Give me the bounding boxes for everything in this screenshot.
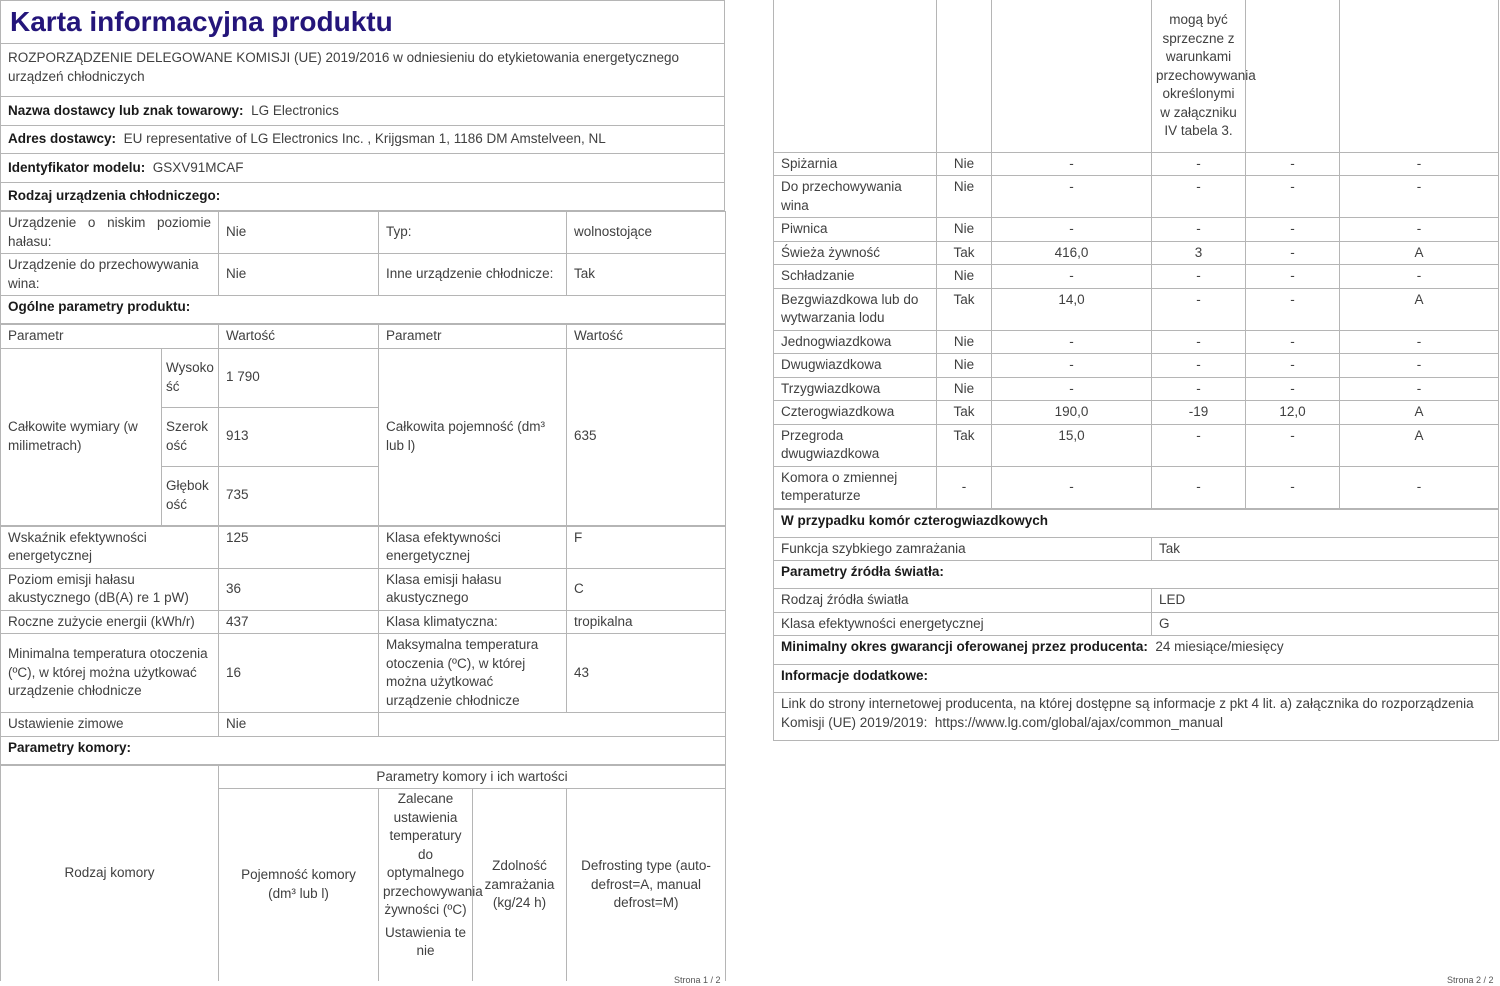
param-label: Klasa klimatyczna: — [379, 610, 567, 634]
chamber-defrost: A — [1340, 424, 1499, 466]
type-value: Tak — [567, 254, 726, 296]
chamber-freeze: - — [1246, 377, 1340, 401]
param-label: Poziom emisji hałasu akustycznego (dB(A) re 1 pW) — [1, 568, 219, 610]
chamber-defrost: - — [1340, 354, 1499, 378]
chamber-defrost: A — [1340, 288, 1499, 330]
warranty-row — [774, 636, 1499, 665]
type-row — [1, 212, 726, 254]
chamber-name: Dwugwiazdkowa — [774, 354, 937, 378]
chamber-row — [774, 424, 1499, 466]
col-param: Parametr — [1, 325, 219, 349]
depth-value: 735 — [219, 466, 379, 525]
model-label: Identyfikator modelu: — [8, 159, 146, 175]
param-value: tropikalna — [567, 610, 726, 634]
type-label: Typ: — [379, 212, 567, 254]
supplier-label: Nazwa dostawcy lub znak towarowy: — [8, 102, 244, 118]
chamber-present: Tak — [937, 241, 992, 265]
param-empty — [379, 713, 726, 737]
height-label: Wysokość — [162, 348, 219, 407]
chamber-continuation — [1246, 0, 1340, 152]
regulation-text: ROZPORZĄDZENIE DELEGOWANE KOMISJI (UE) 2019/2016 w odniesieniu do etykietowania energetycznego urządzeń chłodniczych — [1, 44, 725, 97]
col-value: Wartość — [219, 325, 379, 349]
width-label: Szerokość — [162, 407, 219, 466]
param-row — [1, 634, 726, 713]
chamber-name: Schładzanie — [774, 265, 937, 289]
chamber-present: Nie — [937, 330, 992, 354]
temp-note-continuation: mogą być sprzeczne z warunkami przechowywania określonymi w załączniku IV tabela 3. — [1152, 0, 1246, 152]
chamber-temp: -19 — [1152, 401, 1246, 425]
param-label: Minimalna temperatura otoczenia (ºC), w której można użytkować urządzenie chłodnicze — [1, 634, 219, 713]
page-2 — [773, 0, 1500, 985]
height-value: 1 790 — [219, 348, 379, 407]
chamber-present: Nie — [937, 152, 992, 176]
header-table — [0, 0, 725, 211]
chamber-section-heading: Parametry komory: — [1, 736, 726, 764]
page-number: Strona 1 / 2 — [674, 975, 721, 985]
light-type-value: LED — [1152, 589, 1499, 613]
param-label: Wskaźnik efektywności energetycznej — [1, 526, 219, 568]
dimensions-label: Całkowite wymiary (w milimetrach) — [1, 348, 162, 525]
chamber-row — [774, 377, 1499, 401]
general-header-row — [1, 325, 726, 349]
col-param: Parametr — [379, 325, 567, 349]
type-label: Urządzenie do przechowywania wina: — [1, 254, 219, 296]
param-row — [1, 526, 726, 568]
document-title: Karta informacyjna produktu — [1, 1, 725, 44]
supplier-row — [1, 97, 725, 126]
chamber-defrost: - — [1340, 265, 1499, 289]
page-number: Strona 2 / 2 — [1447, 975, 1494, 985]
manufacturer-link[interactable]: https://www.lg.com/global/ajax/common_manual — [934, 714, 1223, 730]
type-row — [1, 254, 726, 296]
chamber-name: Świeża żywność — [774, 241, 937, 265]
chamber-freeze: - — [1246, 466, 1340, 508]
chamber-name: Trzygwiazdkowa — [774, 377, 937, 401]
chamber-name: Komora o zmiennej temperaturze — [774, 466, 937, 508]
light-class-value: G — [1152, 612, 1499, 636]
chamber-row — [774, 152, 1499, 176]
chamber-defrost: - — [1340, 218, 1499, 242]
param-row — [1, 713, 726, 737]
chamber-temp: - — [1152, 424, 1246, 466]
chamber-name: Przegroda dwugwiazdkowa — [774, 424, 937, 466]
address-label: Adres dostawcy: — [8, 131, 117, 147]
param-label: Klasa emisji hałasu akustycznego — [379, 568, 567, 610]
type-value: wolnostojące — [567, 212, 726, 254]
chamber-name: Jednogwiazdkowa — [774, 330, 937, 354]
type-section-heading: Rodzaj urządzenia chłodniczego: — [1, 183, 725, 211]
chamber-present: Tak — [937, 424, 992, 466]
chamber-name: Spiżarnia — [774, 152, 937, 176]
chamber-defrost: - — [1340, 152, 1499, 176]
chamber-temp: - — [1152, 152, 1246, 176]
param-label: Roczne zużycie energii (kWh/r) — [1, 610, 219, 634]
param-value: 43 — [567, 634, 726, 713]
param-value: 36 — [219, 568, 379, 610]
params-table — [0, 526, 726, 765]
chamber-temp: - — [1152, 218, 1246, 242]
chamber-volume: - — [992, 377, 1152, 401]
width-value: 913 — [219, 407, 379, 466]
chamber-defrost: - — [1340, 330, 1499, 354]
chamber-temp: - — [1152, 466, 1246, 508]
param-value: 437 — [219, 610, 379, 634]
param-value: Nie — [219, 713, 379, 737]
param-label: Klasa efektywności energetycznej — [379, 526, 567, 568]
chamber-table — [773, 0, 1499, 509]
light-type-label: Rodzaj źródła światła — [774, 589, 1152, 613]
type-value: Nie — [219, 212, 379, 254]
model-row — [1, 154, 725, 183]
chamber-row — [774, 218, 1499, 242]
type-label: Inne urządzenie chłodnicze: — [379, 254, 567, 296]
chamber-present: - — [937, 466, 992, 508]
model-value: GSXV91MCAF — [152, 159, 244, 175]
warranty-label: Minimalny okres gwarancji oferowanej przez producenta: — [781, 639, 1148, 654]
chamber-defrost: - — [1340, 377, 1499, 401]
chamber-present: Tak — [937, 401, 992, 425]
light-class-label: Klasa efektywności energetycznej — [774, 612, 1152, 636]
additional-info — [774, 693, 1499, 741]
chamber-volume: - — [992, 152, 1152, 176]
chamber-defrost: A — [1340, 401, 1499, 425]
chamber-row — [774, 466, 1499, 508]
chamber-row — [774, 176, 1499, 218]
type-value: Nie — [219, 254, 379, 296]
chamber-continuation — [774, 0, 937, 152]
chamber-type-header: Rodzaj komory — [1, 765, 219, 981]
depth-label: Głębokość — [162, 466, 219, 525]
chamber-freeze: - — [1246, 241, 1340, 265]
param-label: Maksymalna temperatura otoczenia (ºC), w której można użytkować urządzenie chłodnicze — [379, 634, 567, 713]
chamber-defrost-header: Defrosting type (auto-defrost=A, manual defrost=M) — [567, 789, 726, 981]
supplier-value: LG Electronics — [251, 102, 339, 118]
chamber-freeze: - — [1246, 218, 1340, 242]
chamber-continuation — [1340, 0, 1499, 152]
chamber-present: Tak — [937, 288, 992, 330]
chamber-freeze: - — [1246, 424, 1340, 466]
chamber-present: Nie — [937, 218, 992, 242]
additional-section-heading: Informacje dodatkowe: — [774, 665, 1499, 693]
param-label: Ustawienie zimowe — [1, 713, 219, 737]
chamber-freeze: - — [1246, 152, 1340, 176]
light-section-heading: Parametry źródła światła: — [774, 561, 1499, 589]
chamber-temp: - — [1152, 176, 1246, 218]
param-value: C — [567, 568, 726, 610]
chamber-row — [774, 241, 1499, 265]
chamber-temp: - — [1152, 354, 1246, 378]
capacity-label: Całkowita pojemność (dm³ lub l) — [379, 348, 567, 525]
chamber-freeze: - — [1246, 354, 1340, 378]
chamber-row — [774, 265, 1499, 289]
chamber-volume: 190,0 — [992, 401, 1152, 425]
chamber-volume: 416,0 — [992, 241, 1152, 265]
chamber-temp-header — [379, 789, 483, 981]
chamber-freeze: - — [1246, 176, 1340, 218]
chamber-defrost: A — [1340, 241, 1499, 265]
chamber-params-header: Parametry komory i ich wartości — [219, 765, 726, 789]
type-table — [0, 211, 726, 324]
chamber-present: Nie — [937, 265, 992, 289]
chamber-name: Piwnica — [774, 218, 937, 242]
type-label: Urządzenie o niskim poziomie hałasu: — [1, 212, 219, 254]
chamber-name: Bezgwiazdkowa lub do wytwarzania lodu — [774, 288, 937, 330]
chamber-volume: - — [992, 354, 1152, 378]
chamber-present: Nie — [937, 377, 992, 401]
chamber-volume: - — [992, 466, 1152, 508]
fast-freeze-label: Funkcja szybkiego zamrażania — [774, 537, 1152, 561]
chamber-temp: - — [1152, 330, 1246, 354]
chamber-name: Do przechowywania wina — [774, 176, 937, 218]
chamber-volume: - — [992, 176, 1152, 218]
chamber-freeze: 12,0 — [1246, 401, 1340, 425]
chamber-volume: - — [992, 330, 1152, 354]
chamber-volume: - — [992, 265, 1152, 289]
chamber-defrost: - — [1340, 466, 1499, 508]
chamber-header-table — [0, 765, 726, 981]
warranty-value: 24 miesiące/miesięcy — [1155, 639, 1284, 654]
chamber-freeze: - — [1246, 288, 1340, 330]
chamber-continuation — [937, 0, 992, 152]
chamber-volume: 15,0 — [992, 424, 1152, 466]
chamber-row — [774, 288, 1499, 330]
chamber-present: Nie — [937, 176, 992, 218]
general-params-table — [0, 324, 726, 526]
param-value: 16 — [219, 634, 379, 713]
chamber-freeze: - — [1246, 265, 1340, 289]
chamber-name: Czterogwiazdkowa — [774, 401, 937, 425]
param-row — [1, 610, 726, 634]
address-value: EU representative of LG Electronics Inc. , Krijgsman 1, 1186 DM Amstelveen, NL — [123, 131, 606, 147]
chamber-volume: 14,0 — [992, 288, 1152, 330]
chamber-row — [774, 330, 1499, 354]
temp-header-text: Zalecane ustawienia temperatury do optymalnego przechowywania żywności (ºC) — [383, 791, 483, 917]
chamber-present: Nie — [937, 354, 992, 378]
chamber-defrost: - — [1340, 176, 1499, 218]
additional-text: Link do strony internetowej producenta, na której dostępne są informacje z pkt 4 lit. a) załącznika do rozporządzenia Komisji (UE) 2019/2019: — [781, 696, 1474, 730]
chamber-temp: - — [1152, 288, 1246, 330]
chamber-temp: - — [1152, 377, 1246, 401]
chamber-freeze: - — [1246, 330, 1340, 354]
chamber-temp: - — [1152, 265, 1246, 289]
col-value: Wartość — [567, 325, 726, 349]
chamber-row — [774, 354, 1499, 378]
param-row — [1, 568, 726, 610]
chamber-temp: 3 — [1152, 241, 1246, 265]
temp-note-start: Ustawienia te nie — [384, 924, 467, 958]
page-1 — [0, 0, 727, 985]
capacity-value: 635 — [567, 348, 726, 525]
chamber-freeze-header: Zdolność zamrażania (kg/24 h) — [473, 789, 567, 981]
extra-table — [773, 509, 1499, 742]
param-value: F — [567, 526, 726, 568]
address-row — [1, 126, 725, 154]
chamber-volume-header: Pojemność komory (dm³ lub l) — [219, 789, 379, 981]
fast-freeze-value: Tak — [1152, 537, 1499, 561]
four-star-section-heading: W przypadku komór czterogwiazdkowych — [774, 509, 1499, 537]
param-value: 125 — [219, 526, 379, 568]
general-section-heading: Ogólne parametry produktu: — [1, 296, 726, 324]
chamber-volume: - — [992, 218, 1152, 242]
chamber-continuation — [992, 0, 1152, 152]
chamber-row — [774, 401, 1499, 425]
